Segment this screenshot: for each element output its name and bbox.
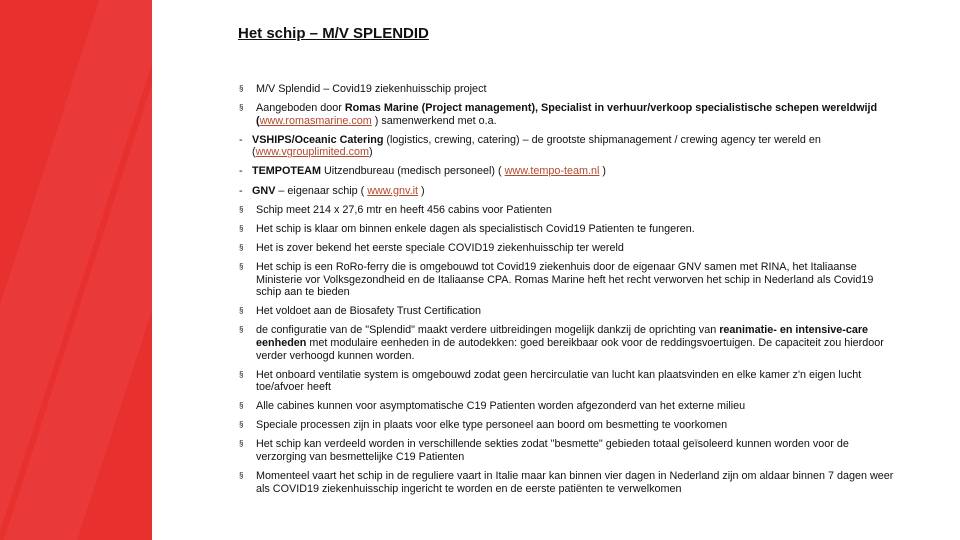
list-item (238, 470, 900, 495)
bullet-icon: § (239, 420, 244, 430)
bullet-icon: § (239, 439, 244, 449)
bullet-list (238, 83, 900, 502)
item-text: ) (369, 146, 373, 159)
item-text: Uitzendbureau (medisch personeel) ( (320, 165, 505, 178)
item-text: ) samenwerkend met o.a. (371, 114, 497, 127)
gnv-link[interactable]: www.gnv.it (367, 184, 419, 197)
list-item (238, 419, 900, 432)
list-item (238, 324, 900, 362)
list-item (238, 134, 900, 159)
item-text: Speciale processen zijn in plaats voor elke type personeel aan boord om besmetting te voorkomen (256, 419, 728, 432)
dash-icon: - (239, 184, 243, 197)
item-text: Aangeboden door (256, 102, 345, 115)
list-item (238, 438, 900, 463)
list-item (238, 242, 900, 255)
item-text: M/V Splendid – Covid19 ziekenhuisschip project (256, 83, 487, 95)
item-bold-text: reanimatie- en intensive-care eenheden (256, 324, 869, 349)
item-bold-text: Romas Marine (Project management), Specialist in verhuur/verkoop specialistische schepen wereldwijd ( (256, 102, 878, 127)
tempoteam-link[interactable]: www.tempo-team.nl (504, 165, 600, 178)
item-bold-text: TEMPOTEAM (252, 165, 321, 178)
item-text: Het schip kan verdeeld worden in verschillende sekties zodat "besmette" gebieden totaal geïsoleerd kunnen worden voor de verzorging van besmettelijke C19 Patienten (256, 438, 849, 464)
bullet-icon: § (239, 325, 244, 335)
list-item (238, 305, 900, 318)
bullet-icon: § (239, 242, 244, 252)
item-text: ) (599, 165, 607, 178)
list-item (238, 83, 900, 96)
item-text: Alle cabines kunnen voor asymptomatische C19 Patienten worden afgezonderd van het externe milieu (256, 400, 746, 413)
list-item (238, 185, 900, 198)
item-bold-text: GNV (252, 184, 276, 197)
item-bold-text: VSHIPS/Oceanic Catering (252, 133, 384, 146)
red-side-panel (0, 0, 152, 540)
list-item (238, 204, 900, 217)
bullet-icon: § (239, 401, 244, 411)
bullet-icon: § (239, 306, 244, 316)
dash-icon: - (239, 165, 243, 178)
page-title: Het schip – M/V SPLENDID (238, 25, 429, 42)
list-item (238, 261, 900, 299)
bullet-icon: § (239, 369, 244, 379)
item-text: (logistics, crewing, catering) – de grootste shipmanagement / crewing agency ter wereld en ( (252, 133, 821, 159)
romasmarine-link[interactable]: www.romasmarine.com (259, 114, 372, 127)
list-item (238, 102, 900, 127)
item-text: met modulaire eenheden in de autodekken: goed bereikbaar ook voor de reddingsvoertuigen. De capaciteit zou hierdoor verder verhoogd kunnen worden. (256, 336, 884, 362)
item-text: Het is zover bekend het eerste speciale COVID19 ziekenhuisschip ter wereld (256, 241, 624, 254)
item-text: – eigenaar schip ( (275, 184, 368, 197)
vgroup-link[interactable]: www.vgrouplimited.com (255, 146, 370, 159)
item-text: Het schip is een RoRo-ferry die is omgebouwd tot Covid19 ziekenhuis door de eigenaar GNV samen met RINA, het Italiaanse Ministerie vor Volksgezondheid en de Italiaanse CPA. Romas Marine heft het recht verworven het schip in Nederland als Covid19 schip aan te bieden (256, 260, 874, 299)
item-text: de configuratie van de "Splendid" maakt verdere uitbreidingen mogelijk dankzij de oprichting van (256, 324, 720, 337)
bullet-icon: § (239, 204, 244, 214)
bullet-icon: § (239, 471, 244, 481)
item-text: ) (418, 184, 425, 197)
bullet-icon: § (239, 103, 244, 113)
list-item (238, 165, 900, 178)
bullet-icon: § (239, 223, 244, 233)
item-text: Het schip is klaar om binnen enkele dagen als specialistisch Covid19 Patienten te fungeren. (256, 222, 695, 235)
item-text: Schip meet 214 x 27,6 mtr en heeft 456 cabins voor Patienten (256, 203, 552, 216)
dash-icon: - (239, 133, 243, 146)
list-item (238, 369, 900, 394)
item-text: Het voldoet aan de Biosafety Trust Certification (256, 305, 482, 318)
bullet-icon: § (239, 84, 244, 93)
item-text: Momenteel vaart het schip in de reguliere vaart in Italie maar kan binnen vier dagen in Nederland zijn om aldaar binnen 7 dagen weer als COVID19 ziekenhuisschip ingericht te worden en de eerste patiënten te verwelkomen (256, 470, 894, 495)
item-text: Het onboard ventilatie system is omgebouwd zodat geen hercirculatie van lucht kan plaatsvinden en elke kamer z'n eigen lucht toe/afvoer heeft (256, 368, 862, 394)
list-item (238, 400, 900, 413)
list-item (238, 223, 900, 236)
bullet-icon: § (239, 261, 244, 271)
